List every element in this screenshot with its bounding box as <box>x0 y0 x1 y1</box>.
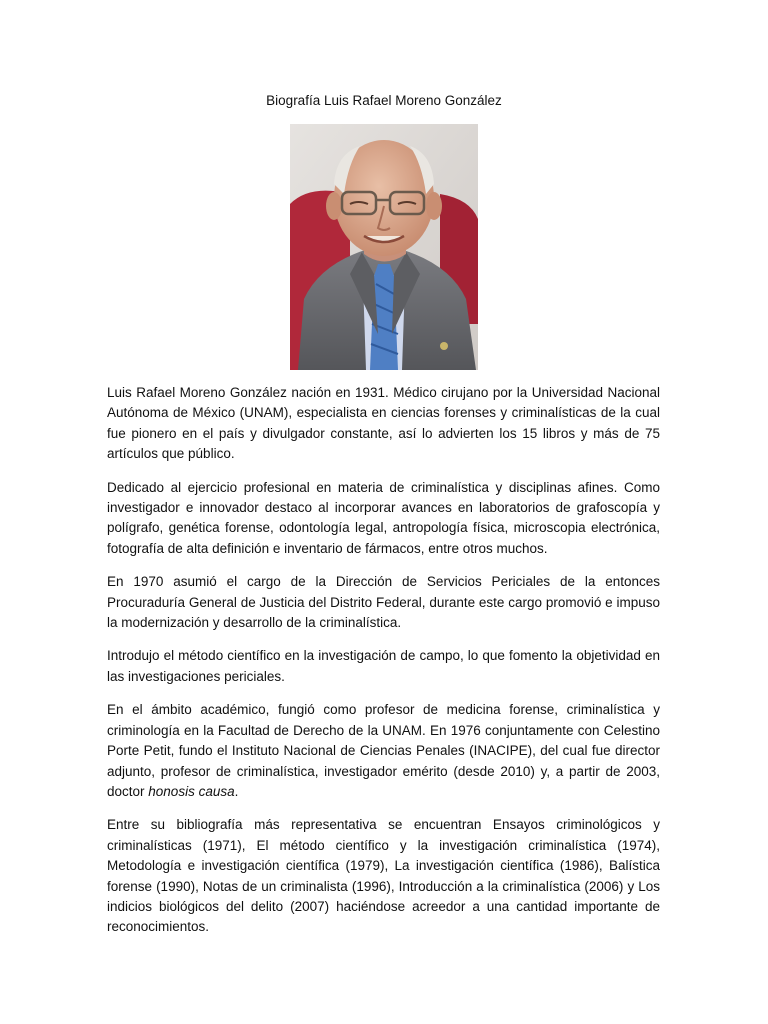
biography-body <box>107 383 660 951</box>
document-title: Biografía Luis Rafael Moreno González <box>266 93 502 108</box>
paragraph-method: Introdujo el método científico en la investigación de campo, lo que fomento la objetividad en las investigaciones periciales. <box>107 648 660 684</box>
portrait-photo <box>290 124 478 370</box>
paragraph-bibliography: Entre su bibliografía más representativa se encuentran Ensayos criminológicos y criminalísticas (1971), El método científico y la investigación criminalística (1974), Metodología e investigación científica (1979), La investigación científica (1986), Balística forense (1990), Notas de un criminalista (1996), Introducción a la criminalística (2006) y Los indicios biológicos del delito (2007) haciéndose acreedor a una cantidad importante de reconocimientos. <box>107 817 660 935</box>
paragraph-academic <box>107 700 660 802</box>
paragraph-1970: En 1970 asumió el cargo de la Dirección de Servicios Periciales de la entonces Procuraduría General de Justicia del Distrito Federal, durante este cargo promovió e impuso la modernización y desarrollo de la criminalística. <box>107 574 660 631</box>
paragraph-career: Dedicado al ejercicio profesional en materia de criminalística y disciplinas afines. Como investigador e innovador destaco al incorporar avances en laboratorios de grafoscopía y polígrafo, genética forense, odontología legal, antropología física, microscopia electrónica, fotografía de alta definición e inventario de fármacos, entre otros muchos. <box>107 479 660 556</box>
paragraph-birth: Luis Rafael Moreno González nación en 1931. Médico cirujano por la Universidad Nacional Autónoma de México (UNAM), especialista en ciencias forenses y criminalísticas de la cual fue pionero en el país y divulgador constante, así lo advierten los 15 libros y más de 75 artículos que público. <box>107 385 660 462</box>
academic-italic: honosis causa <box>148 783 235 799</box>
academic-text: En el ámbito académico, fungió como profesor de medicina forense, criminalística y criminología en la Facultad de Derecho de la UNAM. En 1976 conjuntamente con Celestino Porte Petit, fundo el Instituto Nacional de Ciencias Penales (INACIPE), del cual fue director adjunto, profesor de criminalística, investigador emérito (desde 2010) y, a partir de 2003, doctor <box>107 702 660 799</box>
academic-end: . <box>234 783 239 799</box>
